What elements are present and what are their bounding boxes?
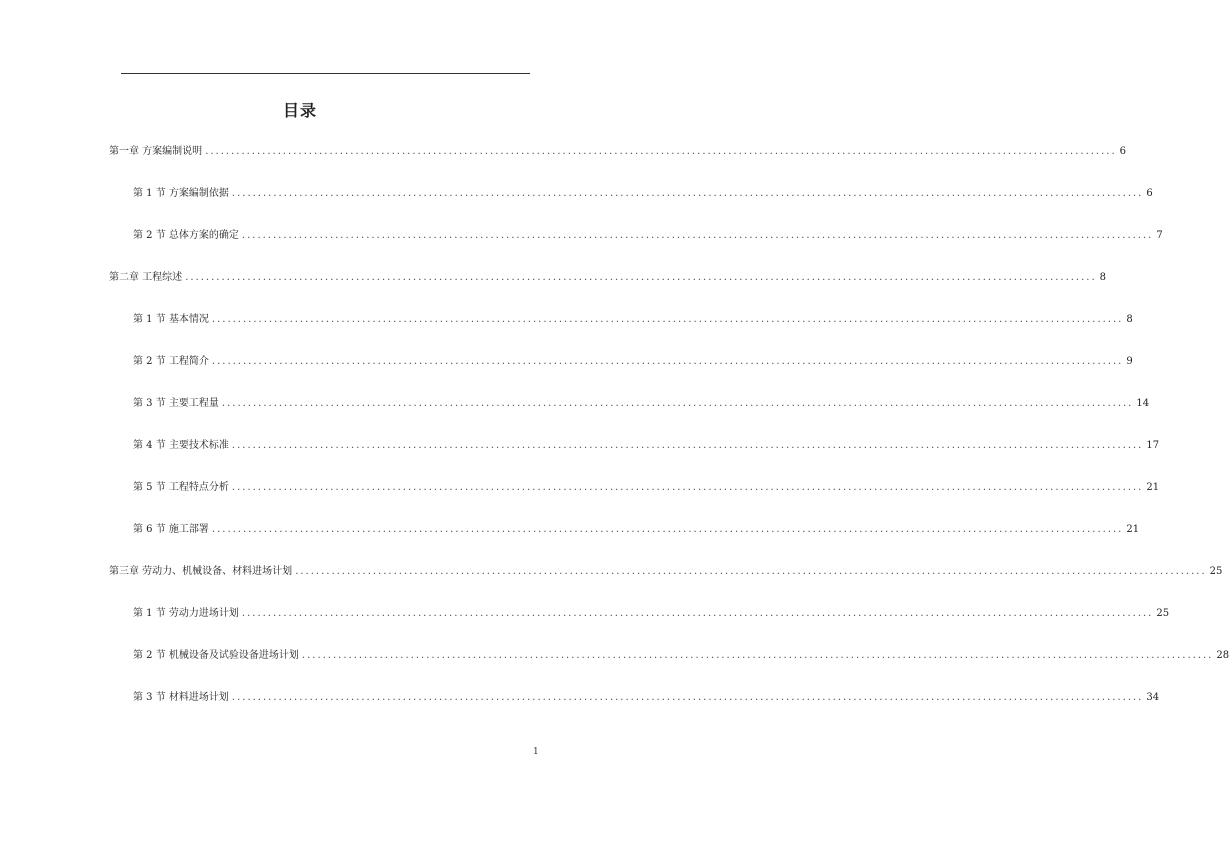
toc-entry-page: 25	[1156, 608, 1170, 619]
toc-entry-page: 21	[1146, 482, 1160, 493]
toc-entry-page: 7	[1156, 230, 1163, 241]
toc-entry-page: 28	[1216, 650, 1229, 661]
toc-dot-leader: ................................................................................................................................................................................	[241, 230, 1154, 241]
toc-entry[interactable]	[109, 144, 1127, 160]
toc-entry-page: 8	[1099, 272, 1107, 283]
toc-dot-leader: ................................................................................................................................................................................	[221, 398, 1134, 409]
toc-entry-page: 21	[1126, 524, 1140, 535]
toc-entry-label: 第 2 节 总体方案的确定	[133, 230, 239, 241]
toc-entry-page: 6	[1146, 188, 1153, 199]
toc-entry-page: 34	[1146, 692, 1160, 703]
toc-dot-leader: ................................................................................................................................................................................	[231, 188, 1144, 199]
toc-dot-leader: ................................................................................................................................................................................	[185, 272, 1097, 283]
toc-entry-page: 25	[1209, 566, 1223, 577]
toc-entry-page: 17	[1146, 440, 1160, 451]
toc-entry-label: 第 4 节 主要技术标准	[133, 440, 229, 451]
toc-entry-label: 第 1 节 基本情况	[133, 314, 209, 325]
toc-entry[interactable]	[133, 186, 1153, 202]
toc-entry-label: 第 3 节 材料进场计划	[133, 692, 229, 703]
toc-entry[interactable]	[109, 564, 1223, 580]
toc-entry-label: 第 2 节 工程简介	[133, 356, 209, 367]
page-number: 1	[533, 747, 539, 757]
toc-entry[interactable]	[133, 648, 1229, 664]
toc-dot-leader: ................................................................................................................................................................................	[231, 482, 1144, 493]
toc-entry[interactable]	[109, 270, 1107, 286]
toc-entry-label: 第 5 节 工程特点分析	[133, 482, 229, 493]
toc-dot-leader: ................................................................................................................................................................................	[241, 608, 1154, 619]
toc-entry[interactable]	[133, 480, 1160, 496]
toc-entry-label: 第一章 方案编制说明	[109, 146, 203, 157]
toc-entry-label: 第 6 节 施工部署	[133, 524, 209, 535]
toc-entry-page: 9	[1126, 356, 1133, 367]
toc-entry[interactable]	[133, 522, 1140, 538]
toc-entry[interactable]	[133, 396, 1150, 412]
toc-entry-label: 第 3 节 主要工程量	[133, 398, 219, 409]
toc-entry-label: 第二章 工程综述	[109, 272, 183, 283]
toc-entry[interactable]	[133, 606, 1170, 622]
toc-entry-page: 6	[1119, 146, 1127, 157]
toc-entry-label: 第三章 劳动力、机械设备、材料进场计划	[109, 566, 293, 577]
toc-title: 目录	[282, 101, 317, 120]
toc-entry-label: 第 1 节 劳动力进场计划	[133, 608, 239, 619]
toc-entry[interactable]	[133, 438, 1160, 454]
toc-entry[interactable]	[133, 228, 1163, 244]
toc-entry-page: 14	[1136, 398, 1150, 409]
toc-entry-label: 第 1 节 方案编制依据	[133, 188, 229, 199]
toc-entry[interactable]	[133, 354, 1133, 370]
toc-dot-leader: ................................................................................................................................................................................	[211, 524, 1124, 535]
toc-dot-leader: ................................................................................................................................................................................	[211, 356, 1124, 367]
toc-dot-leader: ................................................................................................................................................................................	[231, 692, 1144, 703]
header-rule	[121, 73, 530, 74]
toc-entry-label: 第 2 节 机械设备及试验设备进场计划	[133, 650, 299, 661]
toc-dot-leader: ................................................................................................................................................................................	[205, 146, 1117, 157]
toc-entry[interactable]	[133, 312, 1133, 328]
toc-dot-leader: ................................................................................................................................................................................	[301, 650, 1214, 661]
toc-dot-leader: ................................................................................................................................................................................	[231, 440, 1144, 451]
toc-dot-leader: ................................................................................................................................................................................	[211, 314, 1124, 325]
toc-dot-leader: ................................................................................................................................................................................	[295, 566, 1207, 577]
toc-entry-page: 8	[1126, 314, 1133, 325]
toc-entry[interactable]	[133, 690, 1160, 706]
